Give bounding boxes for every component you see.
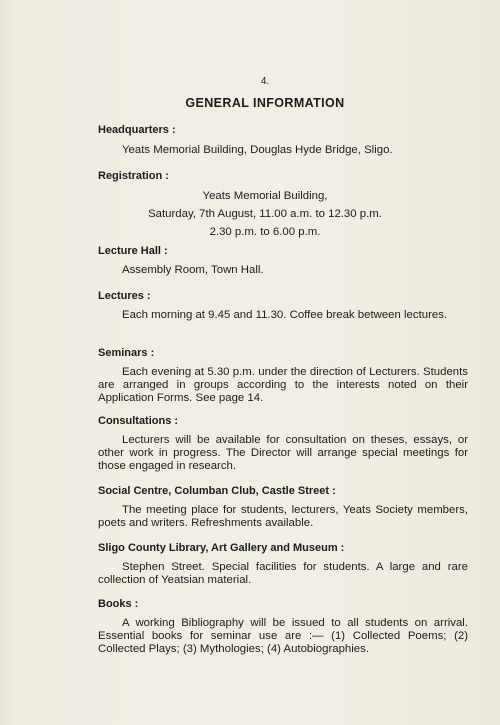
library-text xyxy=(98,561,468,587)
headquarters-heading: Headquarters : xyxy=(98,124,176,136)
seminars-text xyxy=(98,366,468,406)
books-text xyxy=(98,617,468,657)
lectures-text-content: Each morning at 9.45 and 11.30. Coffee break between lectures. xyxy=(122,309,448,321)
books-heading: Books : xyxy=(98,598,139,610)
library-heading: Sligo County Library, Art Gallery and Museum : xyxy=(98,542,345,554)
library-text-content: Stephen Street. Special facilities for students. A large and rare collection of Yeatsian material. xyxy=(98,561,468,587)
registration-heading: Registration : xyxy=(98,170,169,182)
consultations-text xyxy=(98,434,468,474)
social-centre-heading: Social Centre, Columban Club, Castle Street : xyxy=(98,485,336,497)
headquarters-text: Yeats Memorial Building, Douglas Hyde Bridge, Sligo. xyxy=(122,144,393,156)
lecture-hall-heading: Lecture Hall : xyxy=(98,245,168,257)
consultations-heading: Consultations : xyxy=(98,415,179,427)
social-centre-text-content: The meeting place for students, lecturers, Yeats Society members, poets and writers. Refreshments available. xyxy=(98,504,468,530)
lecture-hall-text: Assembly Room, Town Hall. xyxy=(122,264,264,276)
page-number: 4. xyxy=(260,76,270,87)
books-text-content: A working Bibliography will be issued to all students on arrival. Essential books for seminar use are :— (1) Collected Poems; (2) Collected Plays; (3) Mythologies; (4) Autobiographies. xyxy=(98,617,468,656)
social-centre-text xyxy=(98,504,468,530)
registration-location: Yeats Memorial Building, xyxy=(202,190,328,202)
seminars-heading: Seminars : xyxy=(98,347,155,359)
seminars-text-content: Each evening at 5.30 p.m. under the direction of Lecturers. Students are arranged in groups according to the interests noted on their Application Forms. See page 14. xyxy=(98,366,468,405)
lectures-heading: Lectures : xyxy=(98,290,151,302)
registration-afternoon-hours: 2.30 p.m. to 6.00 p.m. xyxy=(209,226,321,238)
consultations-text-content: Lecturers will be available for consultation on theses, essays, or other work in progress. The Director will arrange special meetings for those engaged in research. xyxy=(98,434,468,473)
registration-morning-hours: Saturday, 7th August, 11.00 a.m. to 12.30 p.m. xyxy=(148,208,382,220)
lectures-text xyxy=(98,309,468,322)
page-title: GENERAL INFORMATION xyxy=(185,96,345,110)
